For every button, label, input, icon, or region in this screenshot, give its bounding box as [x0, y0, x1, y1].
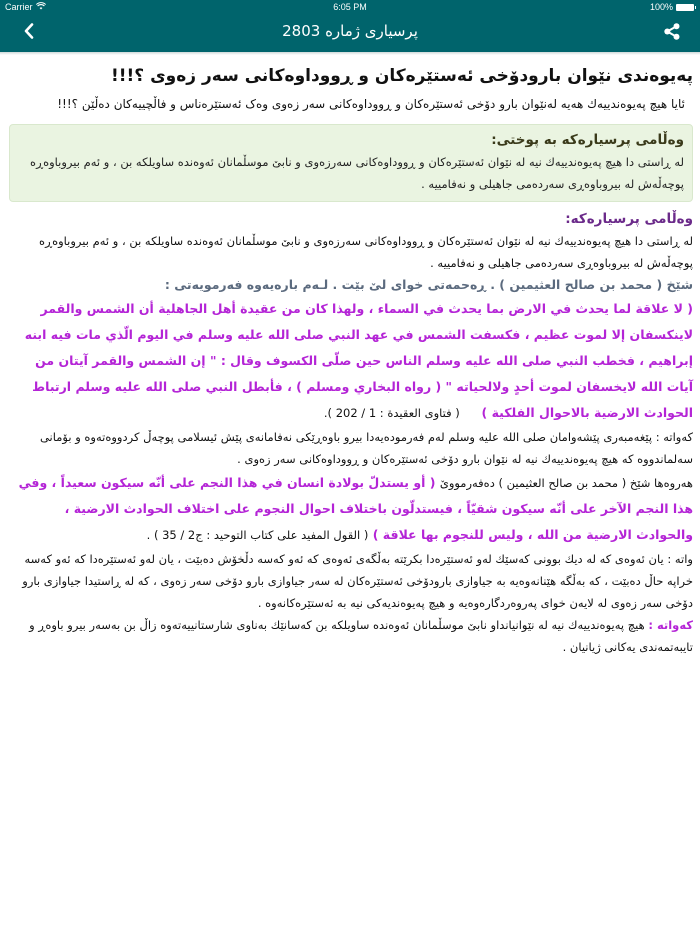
battery-percent: 100% [649, 2, 673, 12]
carrier-label: Carrier [5, 2, 33, 12]
conclusion-label: کەواتە : [648, 618, 693, 632]
header-bar [0, 0, 700, 52]
explanation-1: کەواتە : پێغەمبەری پێشەوامان صلی الله علیه وسلم لەم فەرمودەیەدا بیرو باوەڕێکی نەفامانەی پێش ئیسلامی پوچەڵ کردووەتەوە و بۆمانی سەلماندووە کە هیچ پەیوەندییەك نیە لە نێوان بارو دۆخی ئەستێرەکان و ڕووداوەکانی سەر زەوی . [39, 430, 693, 466]
share-button[interactable] [662, 22, 682, 44]
conclusion [9, 614, 693, 658]
sheikh-attribution: شێخ ( محمد بن صالح العثيمين ) . ڕەحمەتی خوای لێ بێت . لـەم بارەیەوە فەرمویەتی : [164, 277, 693, 292]
quote-2-text: ( أو يستدلّ بولادة انسان في هذا النجم على أنّه سيكون سعيداً ، وفي هذا النجم الآخر على أنّه سيكون شقيّاً ، فيستدلّون باختلاف احوال النجوم على اختلاف الحوادث الارضية ، والحوادث الارضية من الله ، وليس للنجوم بها علاقة ) [18, 475, 693, 542]
page-title: پرسیاری ژماره 2803 [282, 22, 418, 40]
question-text: ئایا هیچ پەیوەندییەك هەیە لەنێوان بارو دۆخی ئەستێرەکان و ڕووداوەکانی سەر زەوی وەک ئەستێرەناس و فاڵچییەکان دەڵێن ؟!!! [57, 97, 685, 111]
also-prefix: هەروەها شێخ ( محمد بن صالح العثيمين ) دەفەرمووێ [439, 476, 693, 490]
full-answer-heading: وەڵامی پرسیارەکە: [565, 211, 693, 227]
question-title: پەیوەندی نێوان بارودۆخی ئەستێرەکان و ڕووداوەکانی سەر زەوی ؟!!! [111, 66, 693, 86]
quote-1-text: ( لا علاقة لما يحدث في الارض بما يحدث في السماء ، ولهذا كان من عقيدة أهل الجاهلية أن الشمس والقمر لاينكسفان إلا لموت عظيم ، فكسفت الشمس في عهد النبي صلى الله عليه وسلم في اليوم الّذي مات فيه ابنه إبراهيم ، فخطب النبي صلى الله عليه وسلم الناس حين صلّى الكسوف وقال : " إن الشمس والقمر آيتان من آيات الله لايخسفان لموت أحدٍ ولالحياته " ( رواه البخاري ومسلم ) ، فأبطل النبي صلى الله عليه وسلم ارتباط الحوادث الارضية بالاحوال الفلكية ) [24, 301, 693, 420]
status-time: 6:05 PM [333, 2, 367, 12]
short-answer-body: لە ڕاستی دا هیچ پەیوەندییەك نیە لە نێوان ئەستێرەکان و ڕووداوەکانی سەرزەوی و نابێ موسڵمانان ئەوەندە ساویلکە بن ، و ئەم بیروباوەڕە پوچەڵەش لە بیروباوەڕی سەردەمی جاهیلی و نەفامییە . [30, 155, 684, 191]
answer-intro: لە ڕاستی دا هیچ پەیوەندییەك نیە لە نێوان ئەستێرەکان و ڕووداوەکانی سەرزەوی و نابێ موسڵمانان ئەوەندە ساویلکە بن ، و ئەم بیروباوەڕە پوچەڵەش لە بیروباوەڕی سەردەمی جاهیلی و نەفامییە . [39, 234, 693, 270]
status-bar [0, 0, 700, 14]
quote-2-reference: ( القول المفيد على كتاب التوحيد : ج2 / 35 ) . [146, 528, 369, 542]
conclusion-text: هیچ پەیوەندییەك نیە لە نێوانیانداو نابێ موسڵمانان ئەوەندە ساویلکە بن کەسانێك بەناوی شارستانییەتەوە زاڵ بن بەسەر بیرو باوەڕ و تایبەتمەندی یەکانی ژیانیان . [29, 618, 693, 654]
share-icon [664, 23, 680, 44]
battery-icon [676, 4, 694, 11]
quote-1-reference: ( فتاوى العقيدة : 1 / 202 ). [323, 406, 460, 420]
explanation-2: واتە : یان ئەوەی کە لە دیك بوونی کەسێك لەو ئەستێرەدا بکرێتە بەڵگەی ئەوەی کە ئەو کەسە دڵخۆش دەبێت ، یان لەو ئەستێرەدا کە ئەو کەسە خراپە حاڵ دەبێت ، کە بەڵگە هێنانەوەیە بە جیاوازی بارودۆخی ئەستێرەکان لە سەر جیاوازی بارو دۆخی سەر زەوی ، کە لە ڕاستیدا جیاوازی بارو دۆخی سەر زەوی لە لایەن خوای پەروەردگارەوەیە و هیچ پەیوەندیەکی نیە بە ئەستێرەکانەوە . [22, 552, 693, 610]
short-answer-box [9, 124, 693, 202]
status-right [650, 2, 694, 12]
nav-bar [0, 14, 700, 52]
arabic-quote-2 [9, 470, 693, 548]
arabic-quote-1 [9, 296, 693, 426]
short-answer-heading: وەڵامی پرسیارەکە بە پوختی: [491, 132, 684, 148]
article-content [0, 55, 700, 658]
